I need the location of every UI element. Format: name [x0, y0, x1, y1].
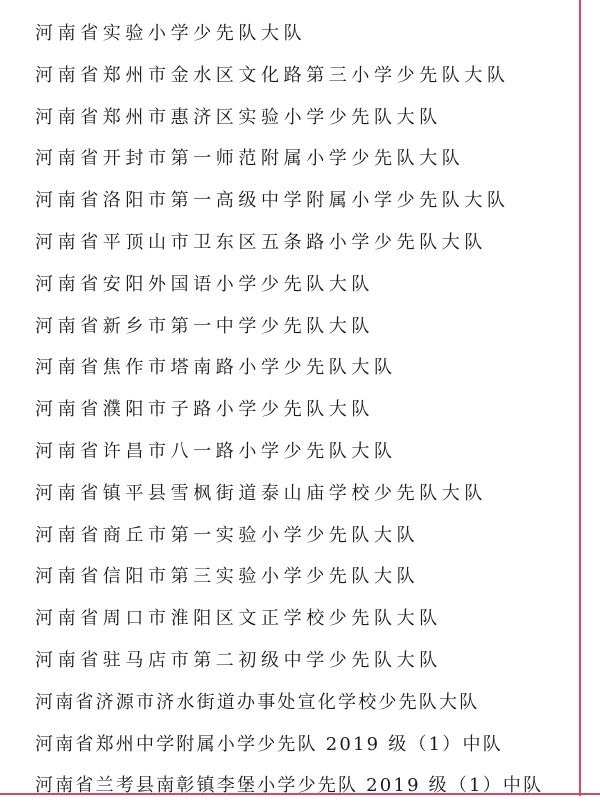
list-item: 河南省焦作市塔南路小学少先队大队: [35, 357, 397, 379]
list-item: 河南省新乡市第一中学少先队大队: [35, 315, 374, 337]
list-item: 河南省洛阳市第一高级中学附属小学少先队大队: [35, 190, 510, 212]
list-item: 河南省镇平县雪枫街道泰山庙学校少先队大队: [35, 482, 487, 504]
list-item: 河南省兰考县南彰镇李堡小学少先队 2019 级（1）中队: [35, 775, 544, 797]
list-item: 河南省商丘市第一实验小学少先队大队: [35, 524, 420, 546]
list-item: 河南省信阳市第三实验小学少先队大队: [35, 566, 420, 588]
list-item: 河南省郑州中学附属小学少先队 2019 级（1）中队: [35, 733, 503, 755]
list-item: 河南省开封市第一师范附属小学少先队大队: [35, 148, 465, 170]
list-item: 河南省郑州市金水区文化路第三小学少先队大队: [35, 64, 510, 86]
list-item: 河南省平顶山市卫东区五条路小学少先队大队: [35, 231, 487, 253]
list-item: 河南省驻马店市第二初级中学少先队大队: [35, 649, 442, 671]
list-item: 河南省濮阳市子路小学少先队大队: [35, 399, 374, 421]
honor-list: [35, 13, 543, 807]
page-border-right: [579, 0, 581, 796]
list-item: 河南省实验小学少先队大队: [35, 23, 307, 44]
list-item: 河南省安阳外国语小学少先队大队: [35, 273, 374, 295]
list-item: 河南省济源市济水街道办事处宣化学校少先队大队: [35, 691, 480, 713]
list-item: 河南省郑州市惠济区实验小学少先队大队: [35, 106, 442, 128]
list-item: 河南省周口市淮阳区文正学校少先队大队: [35, 608, 442, 630]
list-item: 河南省许昌市八一路小学少先队大队: [35, 440, 397, 462]
